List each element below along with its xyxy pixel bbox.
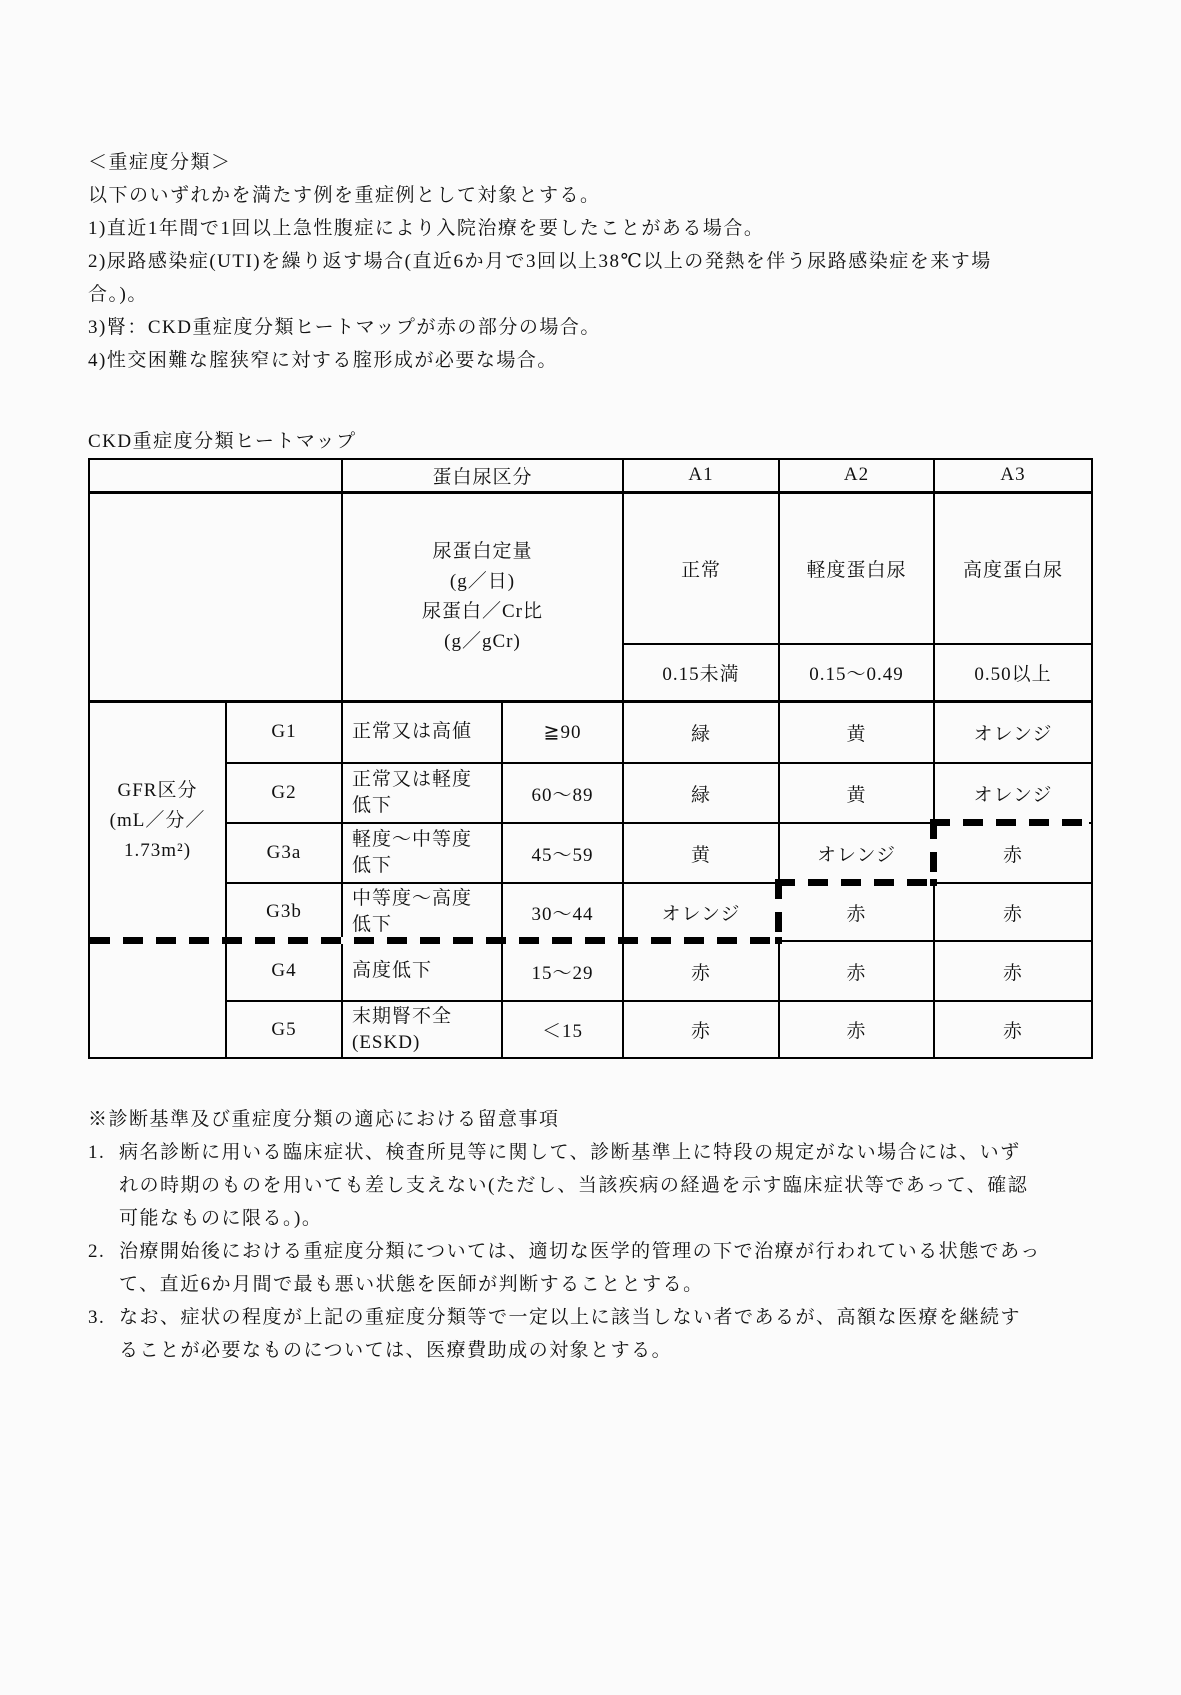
stage-desc-g5: 末期腎不全 (ESKD) <box>342 1001 502 1058</box>
stage-cell-g1: G1 <box>226 701 342 763</box>
note-item-3 <box>88 1301 1108 1367</box>
cell-g3b-a3: 赤 <box>934 883 1092 941</box>
cell-g5-a2: 赤 <box>779 1001 934 1058</box>
stage-desc-g1: 正常又は高値 <box>342 701 502 763</box>
column-header-a1: A1 <box>623 459 779 492</box>
red-zone-boundary-dash-bottom-g3b <box>90 937 778 944</box>
stage-cell-g4: G4 <box>226 941 342 1001</box>
cell-g3a-a3: 赤 <box>934 823 1092 883</box>
cell-g1-a1: 緑 <box>623 701 779 763</box>
red-zone-boundary-dash-top-a2 <box>775 879 937 886</box>
gfr-axis-label: GFR区分 (mL／分／ 1.73m²) <box>89 701 226 941</box>
a3-description-cell: 高度蛋白尿 <box>934 492 1092 644</box>
proteinuria-category-header: 蛋白尿区分 <box>342 459 623 492</box>
stage-range-g3b: 30〜44 <box>502 883 623 941</box>
stage-cell-g3b: G3b <box>226 883 342 941</box>
column-header-a2: A2 <box>779 459 934 492</box>
cell-g3a-a2: オレンジ <box>779 823 934 883</box>
note-number: 3. <box>88 1307 106 1328</box>
notes-section <box>88 1103 1108 1367</box>
stage-cell-g5: G5 <box>226 1001 342 1058</box>
note-text: 病名診断に用いる臨床症状、検査所見等に関して、診断基準上に特段の規定がない場合には、いず れの時期のものを用いても差し支えない(ただし、当該疾病の経過を示す臨床症状等であって、確認 可能なものに限る。)。 <box>119 1142 1029 1229</box>
cell-g4-a2: 赤 <box>779 941 934 1001</box>
red-zone-boundary-corner <box>930 879 937 886</box>
note-number: 1. <box>88 1142 106 1163</box>
stage-desc-g3a: 軽度〜中等度 低下 <box>342 823 502 883</box>
severity-classification-intro <box>88 146 992 377</box>
cell-g2-a1: 緑 <box>623 763 779 823</box>
intro-line: 以下のいずれかを満たす例を重症例として対象とする。 <box>88 185 601 206</box>
heatmap-title: CKD重症度分類ヒートマップ <box>88 431 357 452</box>
notes-heading: ※診断基準及び重症度分類の適応における留意事項 <box>88 1109 560 1130</box>
red-zone-boundary-dash-top-a3 <box>930 819 1089 826</box>
red-zone-boundary-dash-left-a2 <box>775 879 782 944</box>
a2-description-cell: 軽度蛋白尿 <box>779 492 934 644</box>
cell-g2-a3: オレンジ <box>934 763 1092 823</box>
a1-description-cell: 正常 <box>623 492 779 644</box>
criterion-1: 1)直近1年間で1回以上急性腹症により入院治療を要したことがある場合。 <box>88 218 765 239</box>
stage-desc-g2: 正常又は軽度 低下 <box>342 763 502 823</box>
severity-heading: ＜重症度分類＞ <box>88 152 232 173</box>
red-zone-boundary-dash-left-a3 <box>930 819 937 886</box>
cell-g5-a3: 赤 <box>934 1001 1092 1058</box>
stage-desc-g3b: 中等度〜高度 低下 <box>342 883 502 941</box>
column-header-a3: A3 <box>934 459 1092 492</box>
note-item-2 <box>88 1235 1108 1301</box>
urine-protein-measure-label: 尿蛋白定量 (g／日) 尿蛋白／Cr比 (g／gCr) <box>342 492 623 701</box>
a1-range-cell: 0.15未満 <box>623 644 779 701</box>
stage-desc-g4: 高度低下 <box>342 941 502 1001</box>
a2-range-cell: 0.15〜0.49 <box>779 644 934 701</box>
stage-cell-g2: G2 <box>226 763 342 823</box>
cell-g3b-a1: オレンジ <box>623 883 779 941</box>
stage-range-g1: ≧90 <box>502 701 623 763</box>
ckd-heatmap-table-wrap <box>88 458 1091 1057</box>
criterion-4: 4)性交困難な腟狭窄に対する腟形成が必要な場合。 <box>88 350 558 371</box>
criterion-2: 2)尿路感染症(UTI)を繰り返す場合(直近6か月で3回以上38℃以上の発熱を伴う尿路感染症を来す場 <box>88 251 992 272</box>
note-item-1 <box>88 1136 1108 1235</box>
note-text: なお、症状の程度が上記の重症度分類等で一定以上に該当しない者であるが、高額な医療を継続す ることが必要なものについては、医療費助成の対象とする。 <box>119 1307 1022 1361</box>
cell-g3b-a2: 赤 <box>779 883 934 941</box>
criterion-3: 3)腎：CKD重症度分類ヒートマップが赤の部分の場合。 <box>88 317 601 338</box>
stage-cell-g3a: G3a <box>226 823 342 883</box>
stage-range-g5: ＜15 <box>502 1001 623 1058</box>
stage-range-g3a: 45〜59 <box>502 823 623 883</box>
ckd-heatmap-table <box>88 458 1093 1059</box>
stage-range-g2: 60〜89 <box>502 763 623 823</box>
stage-range-g4: 15〜29 <box>502 941 623 1001</box>
cell-g3a-a1: 黄 <box>623 823 779 883</box>
header-corner-empty-cell <box>89 459 342 492</box>
cell-g2-a2: 黄 <box>779 763 934 823</box>
left-header-empty-cell <box>89 492 342 701</box>
a3-range-cell: 0.50以上 <box>934 644 1092 701</box>
cell-g4-a3: 赤 <box>934 941 1092 1001</box>
note-text: 治療開始後における重症度分類については、適切な医学的管理の下で治療が行われている状態であっ て、直近6か月間で最も悪い状態を医師が判断することとする。 <box>119 1241 1041 1295</box>
left-lower-empty-cell <box>89 941 226 1058</box>
note-number: 2. <box>88 1241 106 1262</box>
cell-g5-a1: 赤 <box>623 1001 779 1058</box>
cell-g4-a1: 赤 <box>623 941 779 1001</box>
cell-g1-a3: オレンジ <box>934 701 1092 763</box>
cell-g1-a2: 黄 <box>779 701 934 763</box>
red-zone-boundary-corner <box>775 937 782 944</box>
criterion-2-continued: 合。)。 <box>88 284 148 305</box>
